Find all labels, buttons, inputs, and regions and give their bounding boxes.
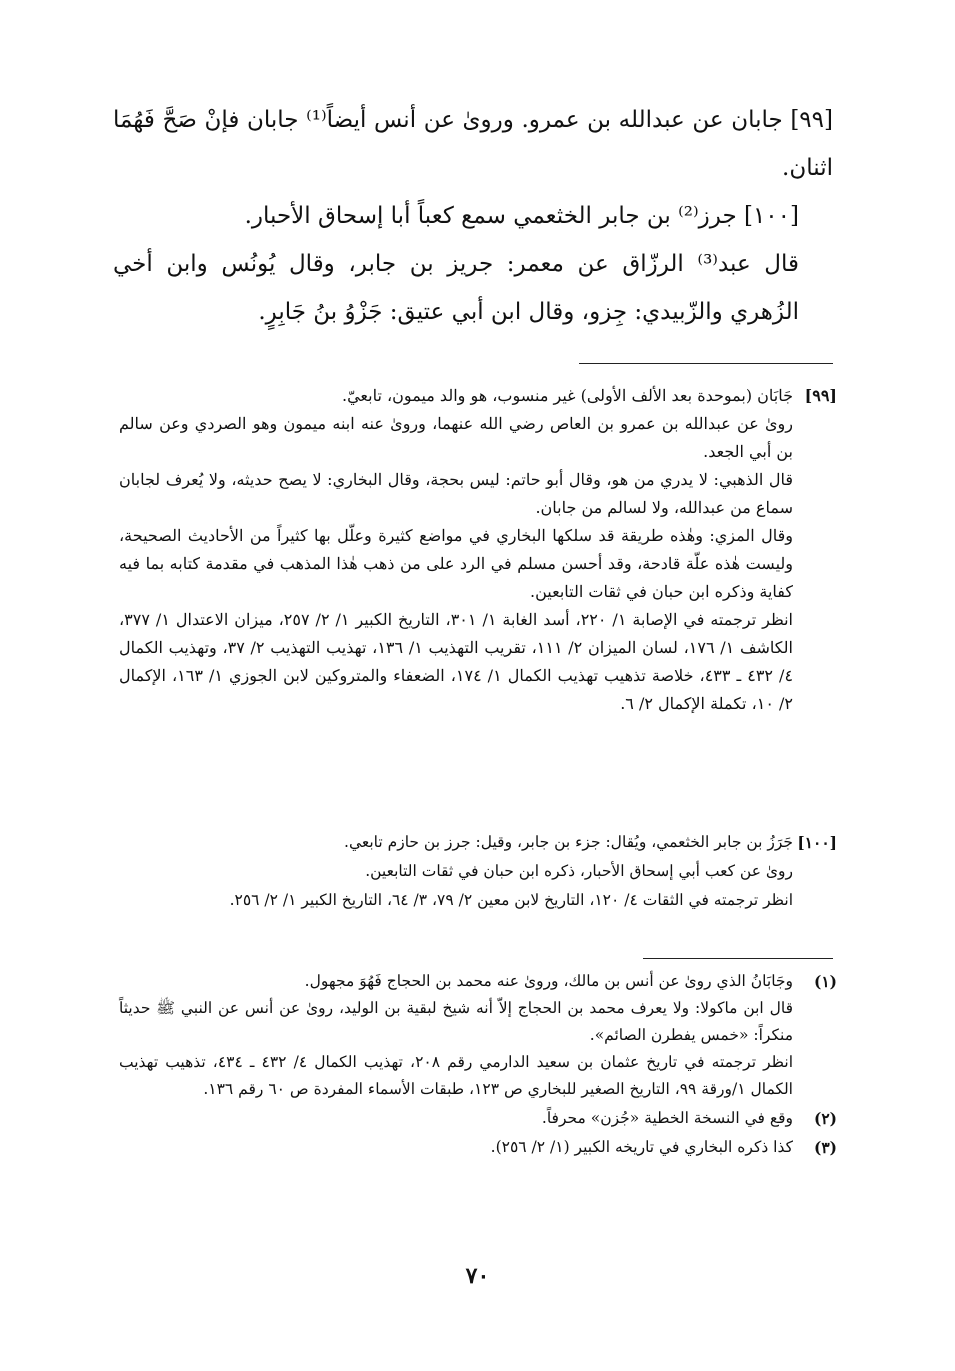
commentary-100-line-2: روىٰ عن كعب أبي إسحاق الأحبار، ذكره ابن حبان في ثقات التابعين. — [365, 862, 793, 880]
commentary-99-line-1: جَابَان (بموحدة بعد الألف الأولى) غير منسوب، هو والد ميمون، تابعيّ. — [342, 386, 793, 405]
commentary-entry-99 — [119, 382, 837, 718]
footnote-mark-1: (١) — [813, 972, 837, 991]
commentary-entry-100 — [119, 828, 837, 915]
footnote-3 — [119, 1134, 837, 1161]
commentary-99-line-4: وقال المزي: وهٰذه طريقة قد سلكها البخاري في مواضع كثيرة وعلّل بها كثيراً من الأحاديث الصحيحة، وليست هٰذه علّة قادحة، وقد أحسن مسلم في الرد على من ذهب هٰذا المذهب في مقدمة كتابه بما فيه كفاية وذكره ابن حبان في ثقات التابعين. — [119, 526, 793, 601]
footnote-mark-3: (٣) — [813, 1138, 837, 1157]
commentary-mark-99: [٩٩] — [804, 386, 837, 405]
footnote-1-line-1: وجَابَانُ الذي روىٰ عن أنس بن مالك، وروىٰ عنه محمد بن الحجاج فَهُوَ مجهول. — [304, 972, 793, 990]
commentary-separator-line — [579, 363, 833, 364]
footnote-1-references: انظر ترجمته في تاريخ عثمان بن سعيد الدارمي رقم ٢٠٨، تهذيب الكمال ٤/ ٤٣٢ ـ ٤٣٤، تذهيب تهذيب الكمال ١/ورقة ٩٩، التاريخ الصغير للبخاري ص ١٢٣، طبقات الأسماء المفردة ص ٦٠ رقم ١٣٦. — [119, 1053, 793, 1098]
commentary-mark-100: [١٠٠] — [797, 833, 837, 852]
commentary-99-line-2: روىٰ عن عبدالله بن عمرو بن العاص رضي الله عنهما، وروىٰ عنه ابنه ميمون وهو الصردي وعن سالم بن أبي الجعد. — [119, 414, 794, 461]
footnote-2-text: وقع في النسخة الخطية «جُزن» محرفاً. — [541, 1109, 793, 1127]
main-paragraph-abd-al-razzaq: قال عبد⁽³⁾ الرزّاق عن معمر: جريز بن جابر، وقال يُونُس وابن أخي الزُهري والزّبيدي: جِزو، وقال ابن أبي عتيق: جَزْوُ بنُ جَابِرٍ. — [113, 251, 799, 325]
footnote-separator-line — [643, 958, 833, 959]
commentary-99-references: انظر ترجمته في الإصابة ١/ ٢٢٠، أسد الغابة ١/ ٣٠١، التاريخ الكبير ١/ ٢/ ٢٥٧، ميزان الاعتدال ١/ ٣٧٧، الكاشف ١/ ١٧٦، لسان الميزان ٢/ ١١١، تقريب التهذيب ١/ ١٣٦، تهذيب التهذيب ٢/ ٣٧، وتهذيب الكمال ٤/ ٤٣٢ ـ ٤٣٣، خلاصة تذهيب تهذيب الكمال ١/ ١٧٤، الضعفاء والمتروكين لابن الجوزي ١/ ١٦٣، الإكمال ٢/ ١٠، تكملة الإكمال ٢/ ٦. — [119, 610, 794, 713]
footnote-2 — [119, 1105, 837, 1132]
commentary-99-line-3: قال الذهبي: لا يدري من هو، وقال أبو حاتم: ليس بحجة، وقال البخاري: لا يصح حديثه، ولا يُعرف لجابان سماع من عبدالله، ولا لسالم من جابان. — [119, 470, 793, 517]
footnote-1 — [119, 968, 837, 1103]
main-paragraph-entry-99: [٩٩] جابان عن عبدالله بن عمرو. وروىٰ عن أنس أيضاً⁽¹⁾ جابان فإنْ صَحَّ فَهُمَا اثنان. — [113, 107, 833, 181]
footnote-1-line-2: قال ابن ماكولا: ولا يعرف محمد بن الحجاج إلاّ أنه شيخ لبقية بن الوليد، روىٰ عن أنس عن النبي ﷺ حديثاً منكراً: «خمس يفطرن الصائم». — [119, 999, 793, 1044]
commentary-100-line-1: جَرَزُ بن جابر الخثعمي، ويُقال: جزء بن جابر، وقيل: جرز بن حازم تابعي. — [344, 833, 793, 851]
footnote-mark-2: (٢) — [813, 1109, 837, 1128]
footnotes — [119, 968, 837, 1163]
main-text — [113, 96, 833, 336]
page-number: ٧٠ — [465, 1263, 490, 1289]
footnote-3-text: كذا ذكره البخاري في تاريخه الكبير (١/ ٢/ ٢٥٦). — [490, 1138, 793, 1156]
commentary-100-references: انظر ترجمته في الثقات ٤/ ١٢٠، التاريخ لابن معين ٢/ ٧٩، ٣/ ٦٤، التاريخ الكبير ١/ ٢/ ٢٥٦. — [229, 891, 793, 909]
main-paragraph-entry-100: [١٠٠] جرز⁽²⁾ بن جابر الخثعمي سمع كعباً أبا إسحاق الأحبار. — [244, 203, 799, 229]
